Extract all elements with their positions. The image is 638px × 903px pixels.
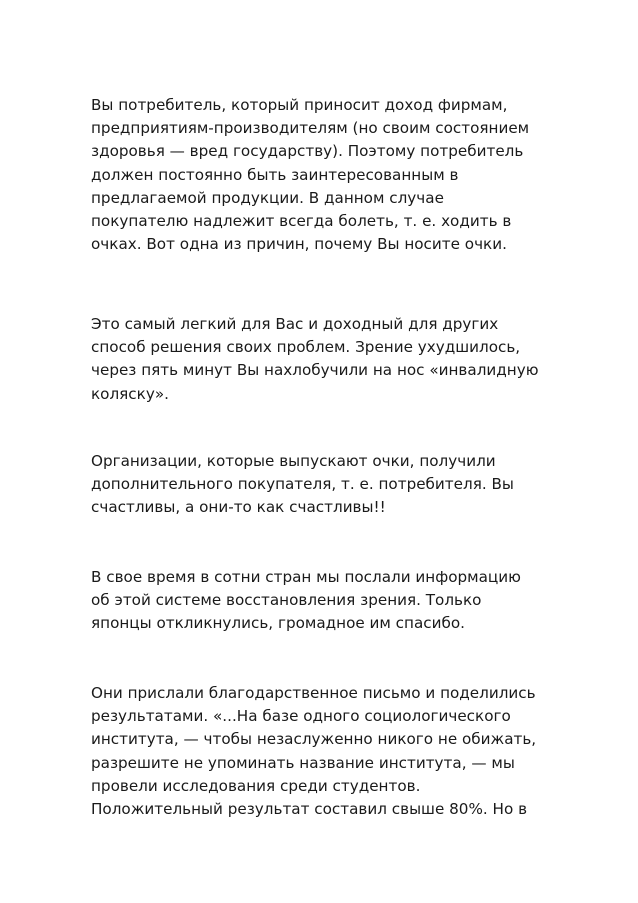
paragraph-easy-way xyxy=(91,313,611,406)
text-line: института, — чтобы незаслуженно никого не обижать, xyxy=(91,730,537,749)
text-line: Положительный результат составил свыше 80%. Но в xyxy=(91,800,528,819)
text-line: предприятиям-производителям (но своим состоянием xyxy=(91,119,530,138)
text-line: дополнительного покупателя, т. е. потребителя. Вы xyxy=(91,475,514,494)
text-line: коляску». xyxy=(91,384,169,403)
text-line: Это самый легкий для Вас и доходный для других xyxy=(91,315,499,333)
paragraph-organizations xyxy=(91,450,611,520)
text-line: японцы откликнулись, громадное им спасибо. xyxy=(91,614,465,633)
text-line: Организации, которые выпускают очки, получили xyxy=(91,452,496,470)
text-line: способ решения своих проблем. Зрение ухудшилось, xyxy=(91,338,521,357)
text-line: счастливы, а они-то как счастливы!! xyxy=(91,498,386,517)
text-line: здоровья — вред государству). Поэтому потребитель xyxy=(91,142,524,161)
text-line: Они прислали благодарственное письмо и поделились xyxy=(91,684,536,702)
text-line: через пять минут Вы нахлобучили на нос «инвалидную xyxy=(91,361,539,380)
text-line: об этой системе восстановления зрения. Только xyxy=(91,591,482,610)
text-line: результатами. «...На базе одного социологического xyxy=(91,707,511,726)
paragraph-results xyxy=(91,682,611,821)
text-line: провели исследования среди студентов. xyxy=(91,776,421,795)
text-line: покупателю надлежит всегда болеть, т. е. ходить в xyxy=(91,212,512,231)
paragraph-consumer xyxy=(91,94,611,256)
text-line: очках. Вот одна из причин, почему Вы носите очки. xyxy=(91,235,507,254)
text-line: Вы потребитель, который приносит доход фирмам, xyxy=(91,96,508,114)
text-line: должен постоянно быть заинтересованным в xyxy=(91,165,459,184)
text-line: предлагаемой продукции. В данном случае xyxy=(91,188,444,207)
text-line: разрешите не упоминать название института, — мы xyxy=(91,753,515,772)
text-line: В свое время в сотни стран мы послали информацию xyxy=(91,568,521,586)
paragraph-countries xyxy=(91,566,611,636)
